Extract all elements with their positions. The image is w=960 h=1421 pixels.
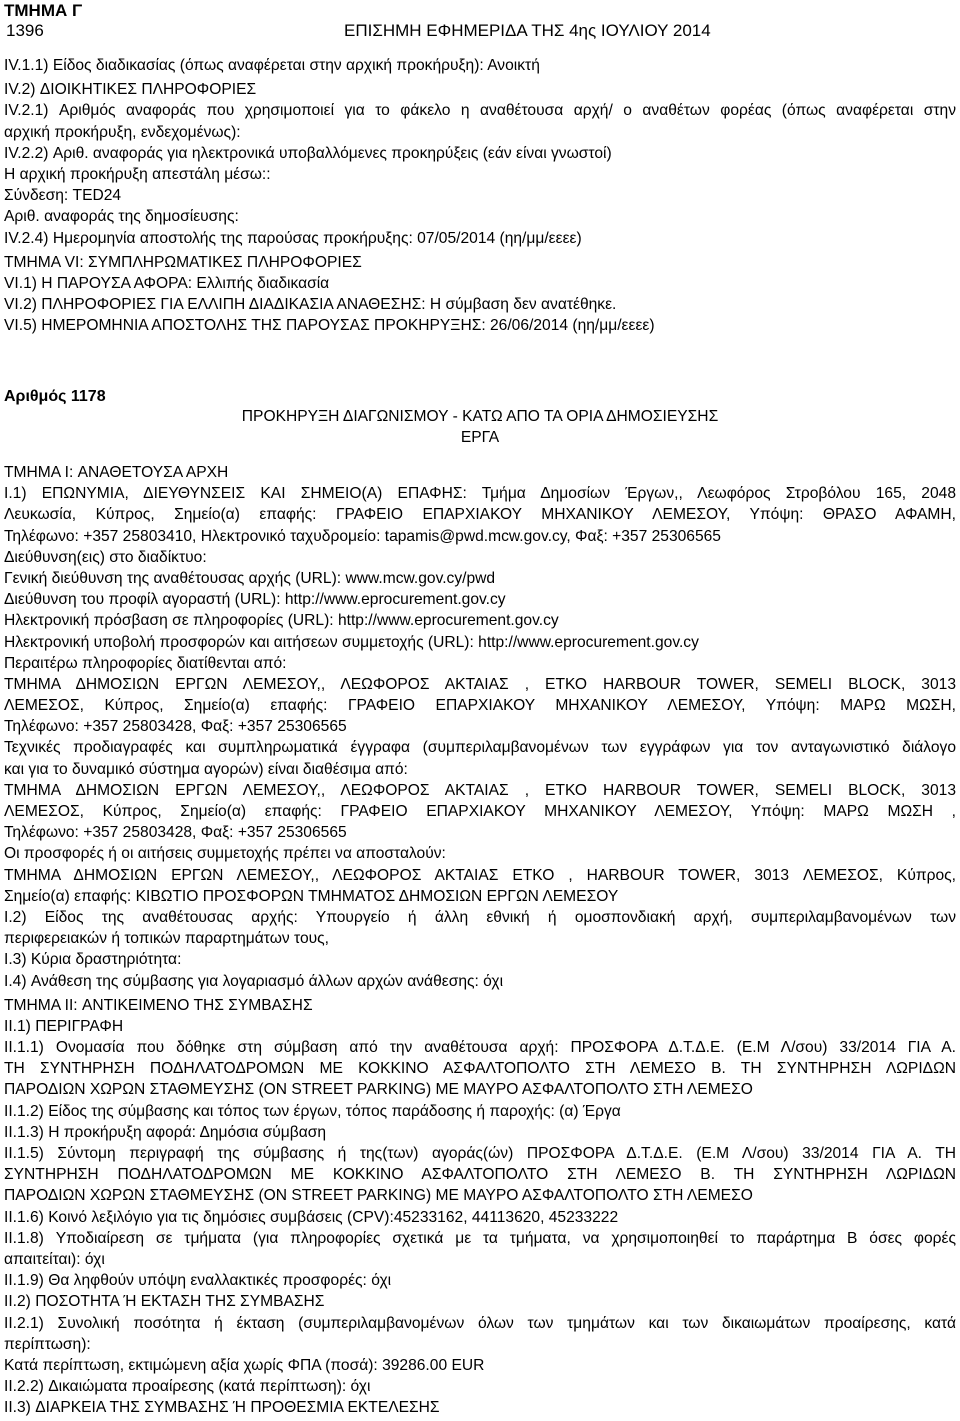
text-line: περιφερειακών ή τοπικών παραρτημάτων τους, (4, 930, 330, 948)
text-line: II.1.1) Ονομασία που δόθηκε στη σύμβαση από την αναθέτουσα αρχή: ΠΡΟΣΦΟΡΑ Δ.Τ.Δ.Ε. (Ε.Μ Λ/σου) 33/2014 ΓΙΑ Α. (4, 1039, 956, 1057)
text-line: Σύνδεση: TED24 (4, 187, 122, 205)
text-line: ΤΜΗΜΑ ΔΗΜΟΣΙΩΝ ΕΡΓΩΝ ΛΕΜΕΣΟΥ,, ΛΕΩΦΟΡΟΣ ΑΚΤΑΙΑΣ , ΕΤΚΟ HARBOUR TOWER, SEMELI BLOCK, 3013 (4, 781, 956, 799)
text-line: Σημείο(α) επαφής: ΚΙΒΩΤΙΟ ΠΡΟΣΦΟΡΩΝ ΤΜΗΜΑΤΟΣ ΔΗΜΟΣΙΩΝ ΕΡΓΩΝ ΛΕΜΕΣΟΥ (4, 887, 619, 905)
text-line: I.4) Ανάθεση της σύμβασης για λογαριασμό άλλων αρχών ανάθεσης: όχι (4, 972, 504, 990)
text-line: Λευκωσία, Κύπρος, Σημείο(α) επαφής: ΓΡΑΦΕΙΟ ΕΠΑΡΧΙΑΚΟΥ ΜΗΧΑΝΙΚΟΥ ΛΕΜΕΣΟΥ, Υπόψη: ΘΡΑΣΟ ΑΦΑΜΗ, (4, 506, 956, 524)
notice-body (4, 462, 956, 1418)
text-line: II.3) ΔΙΑΡΚΕΙΑ ΤΗΣ ΣΥΜΒΑΣΗΣ Ή ΠΡΟΘΕΣΜΙΑ ΕΚΤΕΛΕΣΗΣ (4, 1399, 440, 1417)
section-heading: ΤΜΗΜΑ I: ΑΝΑΘΕΤΟΥΣΑ ΑΡΧΗ (4, 464, 229, 481)
notice-title-category: ΕΡΓΑ (460, 429, 500, 446)
text-line: II.2.2) Δικαιώματα προαίρεσης (κατά περίπτωση): όχι (4, 1378, 371, 1396)
text-line: ΣΥΝΤΗΡΗΣΗ ΠΟΔΗΛΑΤΟΔΡΟΜΩΝ ΜΕ ΚΟΚΚΙΝΟ ΑΣΦΑΛΤΟΠΟΛΤΟ ΣΤΗ ΛΕΜΕΣΟ Β. ΤΗ ΣΥΝΤΗΡΗΣΗ ΛΩΡΙΔΩΝ (4, 1166, 956, 1184)
text-line: II.1.2) Είδος της σύμβασης και τόπος των έργων, τόπος παράδοσης ή παροχής: (α) Έργα (4, 1102, 621, 1120)
text-line: II.1.3) Η προκήρυξη αφορά: Δημόσια σύμβαση (4, 1123, 327, 1141)
text-line: I.2) Είδος της αναθέτουσας αρχής: Υπουργείο ή άλλη εθνική ή ομοσπονδιακή αρχή, συμπεριλαμβανομένων των (4, 908, 956, 926)
text-line: και για το δυναμικό σύστημα αγορών) είναι διαθέσιμα από: (4, 760, 408, 778)
text-line: ΤΜΗΜΑ ΔΗΜΟΣΙΩΝ ΕΡΓΩΝ ΛΕΜΕΣΟΥ,, ΛΕΩΦΟΡΟΣ ΑΚΤΑΙΑΣ , ΕΤΚΟ HARBOUR TOWER, SEMELI BLOCK, 3013 (4, 675, 956, 693)
page-header (4, 0, 956, 44)
text-line: II.1.9) Θα ληφθούν υπόψη εναλλακτικές προσφορές: όχι (4, 1272, 392, 1290)
text-line: Αριθ. αναφοράς της δημοσίευσης: (4, 208, 239, 226)
text-line: ΤΗ ΣΥΝΤΗΡΗΣΗ ΠΟΔΗΛΑΤΟΔΡΟΜΩΝ ΜΕ ΚΟΚΚΙΝΟ ΑΣΦΑΛΤΟΠΟΛΤΟ ΣΤΗ ΛΕΜΕΣΟ Β. ΤΗ ΣΥΝΤΗΡΗΣΗ ΛΩΡΙΔΩΝ (4, 1060, 956, 1078)
text-line: Οι προσφορές ή οι αιτήσεις συμμετοχής πρέπει να αποσταλούν: (4, 845, 446, 863)
text-line: Διεύθυνση(εις) στο διαδίκτυο: (4, 548, 207, 566)
text-line: ΛΕΜΕΣΟΣ, Κύπρος, Σημείο(α) επαφής: ΓΡΑΦΕΙΟ ΕΠΑΡΧΙΑΚΟΥ ΜΗΧΑΝΙΚΟΥ ΛΕΜΕΣΟΥ, Υπόψη: ΜΑΡΩ ΜΩΣΗ , (4, 803, 956, 820)
text-line: ΤΜΗΜΑ ΔΗΜΟΣΙΩΝ ΕΡΓΩΝ ΛΕΜΕΣΟΥ,, ΛΕΩΦΟΡΟΣ ΑΚΤΑΙΑΣ ΕΤΚΟ , HARBOUR TOWER, 3013 ΛΕΜΕΣΟΣ, Κύπρος, (4, 866, 956, 884)
text-line: ΠΑΡΟΔΙΩΝ ΧΩΡΩΝ ΣΤΑΘΜΕΥΣΗΣ (ON STREET PARKING) ΜΕ ΜΑΥΡΟ ΑΣΦΑΛΤΟΠΟΛΤΟ ΣΤΗ ΛΕΜΕΣΟ (4, 1081, 753, 1099)
text-line: II.2) ΠΟΣΟΤΗΤΑ Ή ΕΚΤΑΣΗ ΤΗΣ ΣΥΜΒΑΣΗΣ (4, 1293, 325, 1311)
text-line: Κατά περίπτωση, εκτιμώμενη αξία χωρίς ΦΠΑ (ποσά): 39286.00 EUR (4, 1356, 485, 1374)
text-line: II.2.1) Συνολική ποσότητα ή έκταση (συμπεριλαμβανομένων όλων των τμημάτων και των δικαιωμάτων προαίρεσης, κατά (4, 1314, 956, 1332)
text-line: I.3) Κύρια δραστηριότητα: (4, 951, 182, 969)
text-line: II.1.5) Σύντομη περιγραφή της σύμβασης ή της(των) αγοράς(ών) ΠΡΟΣΦΟΡΑ Δ.Τ.Δ.Ε. (Ε.Μ Λ/σου) 33/2014 ΓΙΑ Α. ΤΗ (4, 1145, 956, 1162)
text-line: Γενική διεύθυνση της αναθέτουσας αρχής (URL): www.mcw.gov.cy/pwd (4, 569, 496, 587)
notice-heading (4, 386, 956, 446)
gazette-title: ΕΠΙΣΗΜΗ ΕΦΗΜΕΡΙΔΑ ΤΗΣ 4ης ΙΟΥΛΙΟΥ 2014 (344, 21, 711, 40)
text-line: Ηλεκτρονική υποβολή προσφορών και αιτήσεων συμμετοχής (URL): http://www.eprocurement.gov.cy (4, 633, 699, 651)
notice-number: Αριθμός 1178 (4, 388, 106, 405)
previous-notice-tail (4, 55, 956, 336)
text-line: IV.2.1) Αριθμός αναφοράς που χρησιμοποιεί για το φάκελο η αναθέτουσα αρχή/ ο αναθέτων φορέας (όπως αναφέρεται στην (4, 102, 956, 120)
text-line: περίπτωση): (4, 1335, 91, 1353)
text-line: Ηλεκτρονική πρόσβαση σε πληροφορίες (URL): http://www.eprocurement.gov.cy (4, 612, 559, 630)
text-line: IV.2.4) Ημερομηνία αποστολής της παρούσας προκήρυξης: 07/05/2014 (ηη/μμ/εεεε) (4, 229, 582, 247)
text-line: Τεχνικές προδιαγραφές και συμπληρωματικά έγγραφα (συμπεριλαμβανομένων των εγγράφων για τον ανταγωνιστικό διάλογο (4, 739, 956, 757)
text-line: αρχική προκήρυξη, ενδεχομένως): (4, 123, 241, 141)
section-heading: ΤΜΗΜΑ VI: ΣΥΜΠΛΗΡΩΜΑΤΙΚΕΣ ΠΛΗΡΟΦΟΡΙΕΣ (4, 253, 362, 271)
text-line: απαιτείται): όχι (4, 1250, 105, 1268)
text-line: Τηλέφωνο: +357 25803428, Φαξ: +357 25306565 (4, 718, 347, 736)
section-label: ΤΜΗΜΑ Γ (4, 1, 83, 20)
text-line: Τηλέφωνο: +357 25803410, Ηλεκτρονικό ταχυδρομείο: tapamis@pwd.mcw.gov.cy, Φαξ: +357 25306565 (4, 527, 721, 545)
header-row (4, 18, 956, 44)
section-heading: ΤΜΗΜΑ II: ΑΝΤΙΚΕΙΜΕΝΟ ΤΗΣ ΣΥΜΒΑΣΗΣ (4, 996, 313, 1014)
text-line: II.1.8) Υποδιαίρεση σε τμήματα (για πληροφορίες σχετικά με τα τμήματα, να χρησιμοποιηθεί το παράρτημα Β όσες φορές (4, 1229, 956, 1247)
text-line: Η αρχική προκήρυξη απεστάλη μέσω:: (4, 165, 271, 183)
text-line: II.1.6) Κοινό λεξιλόγιο για τις δημόσιες συμβάσεις (CPV):45233162, 44113620, 45233222 (4, 1208, 619, 1226)
text-line: VI.2) ΠΛΗΡΟΦΟΡΙΕΣ ΓΙΑ ΕΛΛΙΠΗ ΔΙΑΔΙΚΑΣΙΑ ΑΝΑΘΕΣΗΣ: Η σύμβαση δεν ανατέθηκε. (4, 296, 617, 314)
text-line: II.1) ΠΕΡΙΓΡΑΦΗ (4, 1017, 124, 1035)
text-line: ΠΑΡΟΔΙΩΝ ΧΩΡΩΝ ΣΤΑΘΜΕΥΣΗΣ (ON STREET PARKING) ΜΕ ΜΑΥΡΟ ΑΣΦΑΛΤΟΠΟΛΤΟ ΣΤΗ ΛΕΜΕΣΟ (4, 1187, 753, 1205)
notice-title: ΠΡΟΚΗΡΥΞΗ ΔΙΑΓΩΝΙΣΜΟΥ - ΚΑΤΩ ΑΠΟ ΤΑ ΟΡΙΑ ΔΗΜΟΣΙΕΥΣΗΣ (241, 408, 719, 425)
text-line: ΛΕΜΕΣΟΣ, Κύπρος, Σημείο(α) επαφής: ΓΡΑΦΕΙΟ ΕΠΑΡΧΙΑΚΟΥ ΜΗΧΑΝΙΚΟΥ ΛΕΜΕΣΟΥ, Υπόψη: ΜΑΡΩ ΜΩΣΗ, (4, 697, 956, 715)
text-line: VI.5) ΗΜΕΡΟΜΗΝΙΑ ΑΠΟΣΤΟΛΗΣ ΤΗΣ ΠΑΡΟΥΣΑΣ ΠΡΟΚΗΡΥΞΗΣ: 26/06/2014 (ηη/μμ/εεεε) (4, 317, 655, 335)
page-number: 1396 (6, 21, 44, 40)
text-line: VI.1) Η ΠΑΡΟΥΣΑ ΑΦΟΡΑ: Ελλιπής διαδικασία (4, 274, 330, 292)
text-line: Περαιτέρω πληροφορίες διατίθενται από: (4, 654, 287, 672)
text-line: Τηλέφωνο: +357 25803428, Φαξ: +357 25306565 (4, 824, 347, 842)
text-line: I.1) ΕΠΩΝΥΜΙΑ, ΔΙΕΥΘΥΝΣΕΙΣ ΚΑΙ ΣΗΜΕΙΟ(Α) ΕΠΑΦΗΣ: Τμήμα Δημοσίων Έργων,, Λεωφόρος Στροβόλου 165, 2048 (4, 485, 956, 503)
text-line: IV.2) ΔΙΟΙΚΗΤΙΚΕΣ ΠΛΗΡΟΦΟΡΙΕΣ (4, 81, 257, 99)
text-line: IV.1.1) Είδος διαδικασίας (όπως αναφέρεται στην αρχική προκήρυξη): Ανοικτή (4, 57, 540, 74)
text-line: Διεύθυνση του προφίλ αγοραστή (URL): http://www.eprocurement.gov.cy (4, 591, 506, 609)
text-line: IV.2.2) Αριθ. αναφοράς για ηλεκτρονικά υποβαλλόμενες προκηρύξεις (εάν είναι γνωστοί) (4, 144, 612, 162)
